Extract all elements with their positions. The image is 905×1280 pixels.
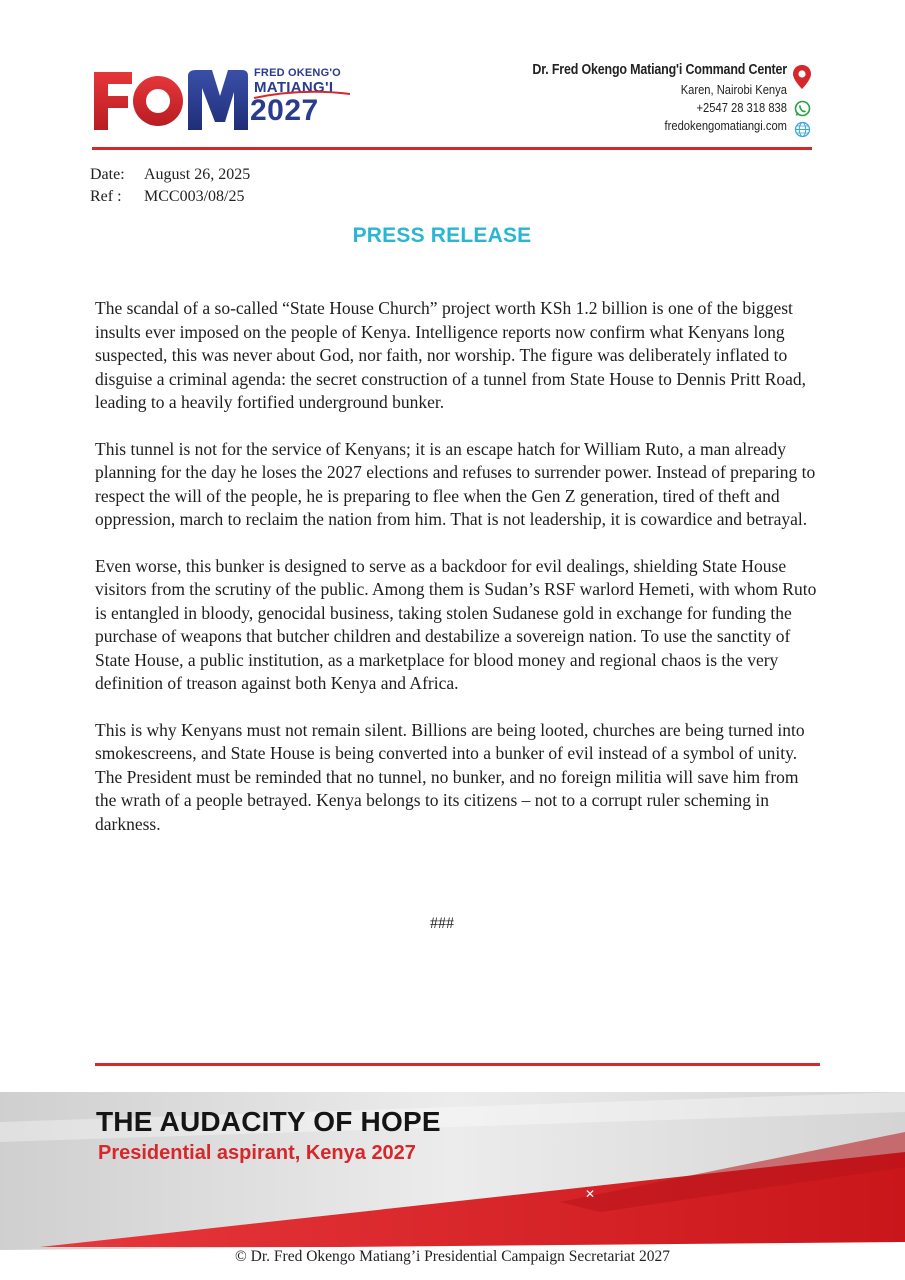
- website-link[interactable]: fredokengomatiangi.com: [664, 117, 787, 133]
- whatsapp-icon: [794, 100, 811, 117]
- campaign-tagline: Presidential aspirant, Kenya 2027: [98, 1142, 416, 1164]
- footer-divider: [95, 1063, 820, 1066]
- contact-block: [491, 63, 787, 132]
- ref-row: [90, 186, 250, 208]
- location-pin-icon: [792, 64, 812, 90]
- logo-name-line2: MATIANG'I: [254, 79, 334, 96]
- press-release-body: [95, 297, 820, 859]
- fom-logo-mark: [92, 66, 250, 132]
- paragraph: This tunnel is not for the service of Kenyans; it is an escape hatch for William Ruto, a man already planning for the day he loses the 2027 elections and refuses to surrender power. Instead of preparing to respect the will of the people, he is preparing to flee when the Gen Z generation, tired of theft and oppression, march to reclaim the nation from him. That is not leadership, it is cowardice and betrayal.: [95, 438, 816, 529]
- paragraph: Even worse, this bunker is designed to serve as a backdoor for evil dealings, shielding State House visitors from the scrutiny of the public. Among them is Sudan’s RSF warlord Hemeti, with whom Ruto is entangled in bloody, genocidal business, taking stolen Sudanese gold in exchange for funding the purchase of weapons that butcher children and destabilize a sovereign nation. To use the sanctity of State House, a public institution, as a marketplace for blood money and regional chaos is the very definition of treason against both Kenya and Africa.: [95, 555, 817, 693]
- date-row: [90, 164, 250, 186]
- page-title: PRESS RELEASE: [352, 224, 532, 247]
- date-value: August 26, 2025: [144, 166, 251, 183]
- globe-icon: [794, 121, 811, 138]
- ref-value: MCC003/08/25: [144, 188, 245, 205]
- paragraph: This is why Kenyans must not remain silent. Billions are being looted, churches are being turned into smokescreens, and State House is being converted into a bunker of evil instead of a symbol of unity. The President must be reminded that no tunnel, no bunker, and no foreign militia will save him from the wrath of a people betrayed. Kenya belongs to its citizens – not to a corrupt ruler scheming in darkness.: [95, 719, 805, 834]
- campaign-slogan: THE AUDACITY OF HOPE: [96, 1106, 441, 1137]
- document-meta: [90, 164, 250, 208]
- paragraph: The scandal of a so-called “State House Church” project worth KSh 1.2 billion is one of the biggest insults ever imposed on the people of Kenya. Intelligence reports now confirm what Kenyans long suspected, this was never about God, nor faith, nor worship. The figure was deliberately inflated to disguise a criminal agenda: the secret construction of a tunnel from State House to Dennis Pritt Road, leading to a heavily fortified underground bunker.: [95, 298, 807, 412]
- organization-name: Dr. Fred Okengo Matiang'i Command Center: [532, 62, 787, 78]
- copyright-notice: © Dr. Fred Okengo Matiang’i Presidential Campaign Secretariat 2027: [235, 1248, 670, 1265]
- logo-year: 2027: [250, 94, 319, 127]
- logo-name-line1: FRED OKENG'O: [254, 67, 341, 79]
- svg-text:✕: ✕: [585, 1187, 596, 1201]
- campaign-logo: [92, 64, 362, 134]
- date-label: Date:: [90, 166, 125, 183]
- address: Karen, Nairobi Kenya: [680, 81, 787, 97]
- end-mark: ###: [430, 915, 454, 932]
- header-divider: [92, 147, 812, 150]
- phone-number: +2547 28 318 838: [696, 99, 787, 115]
- ref-label: Ref :: [90, 188, 122, 205]
